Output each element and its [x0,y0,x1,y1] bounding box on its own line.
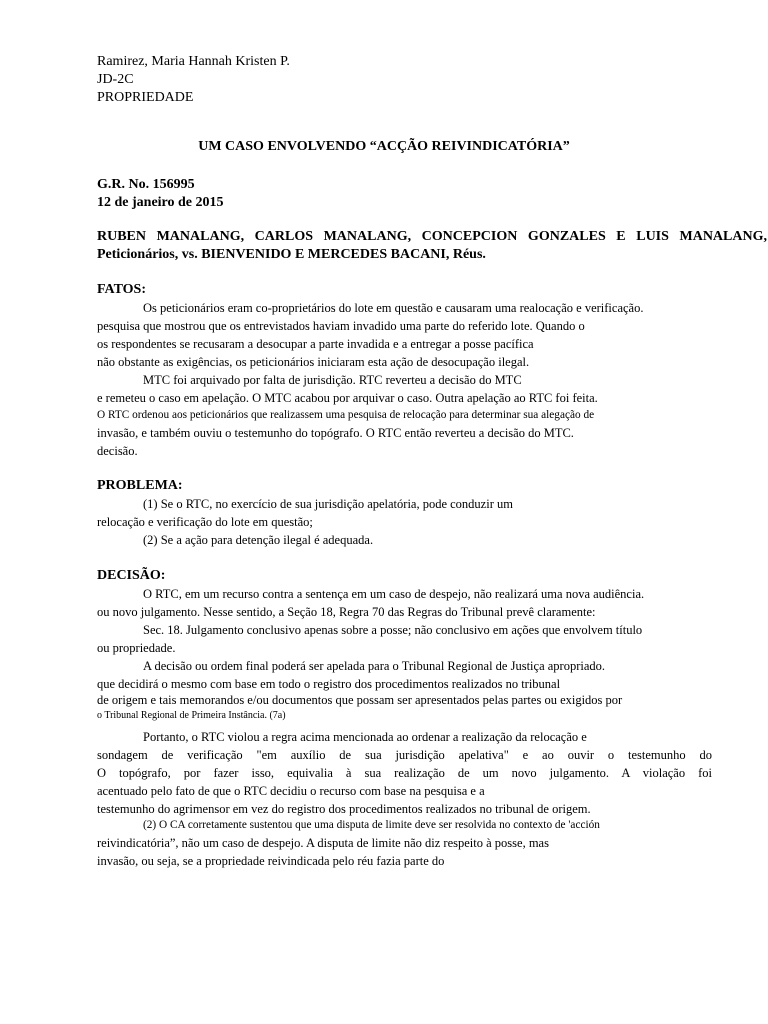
decisao-line: reivindicatória”, não um caso de despejo. A disputa de limite não diz respeito à posse, mas [97,836,549,850]
decisao-line: ou novo julgamento. Nesse sentido, a Seção 18, Regra 70 das Regras do Tribunal prevê claramente: [97,605,596,619]
problema-line: (2) Se a ação para detenção ilegal é adequada. [143,533,374,547]
decisao-line: invasão, ou seja, se a propriedade reivindicada pelo réu fazia parte do [97,854,445,868]
class-section: JD-2C [97,72,134,87]
fatos-line: O RTC ordenou aos peticionários que realizassem uma pesquisa de relocação para determinar sua alegação de [97,409,595,421]
decisao-line: testemunho do agrimensor em vez do registro dos procedimentos realizados no tribunal de origem. [97,802,591,816]
fatos-line: Os peticionários eram co-proprietários do lote em questão e causaram uma realocação e verificação. [143,301,644,315]
fatos-line: pesquisa que mostrou que os entrevistados haviam invadido uma parte do referido lote. Quando o [97,319,585,333]
fatos-line: os respondentes se recusaram a desocupar a parte invadida e a entregar a posse pacífica [97,337,534,351]
decisao-line: A decisão ou ordem final poderá ser apelada para o Tribunal Regional de Justiça apropriado. [143,659,606,673]
problema-line: relocação e verificação do lote em questão; [97,515,313,529]
problema-line: (1) Se o RTC, no exercício de sua jurisdição apelatória, pode conduzir um [143,497,513,511]
decisao-heading: DECISÃO: [97,568,166,583]
fatos-line: MTC foi arquivado por falta de jurisdição. RTC reverteu a decisão do MTC [143,373,522,387]
parties-line-1: RUBEN MANALANG, CARLOS MANALANG, CONCEPCION GONZALES E LUIS MANALANG, [97,229,767,244]
decisao-line: Portanto, o RTC violou a regra acima mencionada ao ordenar a realização da relocação e [143,730,587,744]
fatos-line: invasão, e também ouviu o testemunho do topógrafo. O RTC então reverteu a decisão do MTC. [97,426,574,440]
decisao-line: acentuado pelo fato de que o RTC decidiu o recurso com base na pesquisa e a [97,784,485,798]
decisao-line: o Tribunal Regional de Primeira Instância. (7a) [97,710,286,721]
subject: PROPRIEDADE [97,90,194,105]
problema-heading: PROBLEMA: [97,478,183,493]
decisao-line: que decidirá o mesmo com base em todo o registro dos procedimentos realizados no tribunal [97,677,561,691]
decisao-line: O topógrafo, por fazer isso, equivalia à sua realização de um novo julgamento. A violação foi [97,766,712,780]
fatos-line: decisão. [97,444,138,458]
fatos-heading: FATOS: [97,282,147,297]
decisao-line: O RTC, em um recurso contra a sentença em um caso de despejo, não realizará uma nova audiência. [143,587,645,601]
fatos-line: não obstante as exigências, os peticionários iniciaram esta ação de desocupação ilegal. [97,355,530,369]
document-title: UM CASO ENVOLVENDO “ACÇÃO REIVINDICATÓRIA” [198,139,570,154]
decisao-line: ou propriedade. [97,641,176,655]
decisao-line: sondagem de verificação "em auxílio de sua jurisdição apelativa" e ao ouvir o testemunho do [97,748,712,762]
parties-line-2: Peticionários, vs. BIENVENIDO E MERCEDES BACANI, Réus. [97,247,486,262]
decisao-line: de origem e tais memorandos e/ou documentos que possam ser apresentados pelas partes ou exigidos por [97,693,623,707]
author-name: Ramirez, Maria Hannah Kristen P. [97,54,290,69]
fatos-line: e remeteu o caso em apelação. O MTC acabou por arquivar o caso. Outra apelação ao RTC foi feita. [97,391,598,405]
decisao-line: (2) O CA corretamente sustentou que uma disputa de limite deve ser resolvida no contexto de 'acción [143,819,600,831]
gr-number: G.R. No. 156995 [97,177,195,192]
decisao-line: Sec. 18. Julgamento conclusivo apenas sobre a posse; não conclusivo em ações que envolvem título [143,623,643,637]
case-date: 12 de janeiro de 2015 [97,195,224,210]
